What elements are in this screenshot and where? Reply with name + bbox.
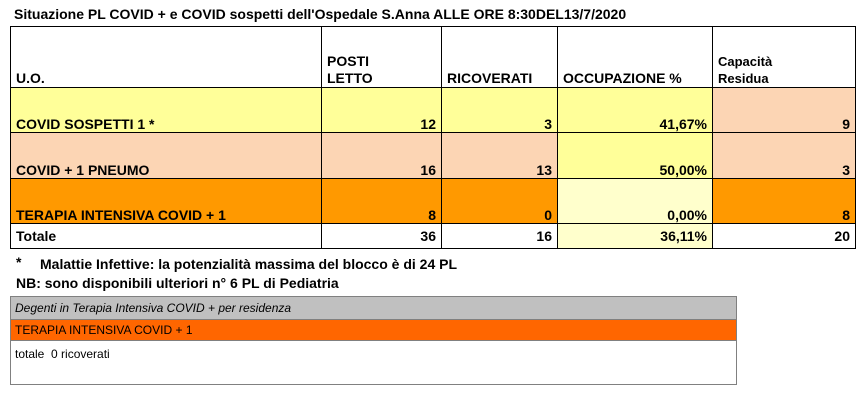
- header-uo: U.O.: [11, 27, 322, 88]
- row-uo: COVID + 1 PNEUMO: [11, 133, 322, 179]
- total-ricoverati: 16: [442, 224, 558, 249]
- occupancy-table: [10, 26, 856, 249]
- total-posti-letto: 36: [322, 224, 442, 249]
- residence-panel-subheader: TERAPIA INTENSIVA COVID + 1: [11, 320, 736, 341]
- residence-panel-header: Degenti in Terapia Intensiva COVID + per residenza: [11, 297, 736, 320]
- table-header-row: [11, 27, 856, 88]
- total-occupazione: 36,11%: [558, 224, 713, 249]
- footnote-malattie-infettive: Malattie Infettive: la potenzialità massima del blocco è di 24 PL: [40, 256, 458, 272]
- row-ricoverati: 0: [442, 179, 558, 224]
- header-capacita: Capacità Residua: [713, 27, 856, 88]
- residence-panel-total: totale 0 ricoverati: [15, 347, 110, 361]
- header-ricoverati: RICOVERATI: [442, 27, 558, 88]
- row-capacita: 9: [713, 88, 856, 133]
- table-row-covid-pneumo: [11, 133, 856, 179]
- table-row-terapia-intensiva: [11, 179, 856, 224]
- row-ricoverati: 13: [442, 133, 558, 179]
- row-occupazione: 41,67%: [558, 88, 713, 133]
- row-occupazione: 50,00%: [558, 133, 713, 179]
- report-title: Situazione PL COVID + e COVID sospetti dell'Ospedale S.Anna ALLE ORE 8:30DEL13/7/2020: [14, 6, 627, 22]
- total-uo: Totale: [11, 224, 322, 249]
- row-occupazione: 0,00%: [558, 179, 713, 224]
- row-capacita: 8: [713, 179, 856, 224]
- row-posti-letto: 16: [322, 133, 442, 179]
- row-capacita: 3: [713, 133, 856, 179]
- row-posti-letto: 12: [322, 88, 442, 133]
- row-posti-letto: 8: [322, 179, 442, 224]
- row-uo: TERAPIA INTENSIVA COVID + 1: [11, 179, 322, 224]
- row-ricoverati: 3: [442, 88, 558, 133]
- header-occupazione: OCCUPAZIONE %: [558, 27, 713, 88]
- footnote-star-mark: *: [16, 254, 22, 270]
- table-row-totale: [11, 224, 856, 249]
- total-capacita: 20: [713, 224, 856, 249]
- header-posti-letto: POSTI LETTO: [322, 27, 442, 88]
- table-row-covid-sospetti: [11, 88, 856, 133]
- footnote-pediatria: NB: sono disponibili ulteriori n° 6 PL di Pediatria: [16, 275, 339, 291]
- residence-panel: [10, 296, 737, 385]
- row-uo: COVID SOSPETTI 1 *: [11, 88, 322, 133]
